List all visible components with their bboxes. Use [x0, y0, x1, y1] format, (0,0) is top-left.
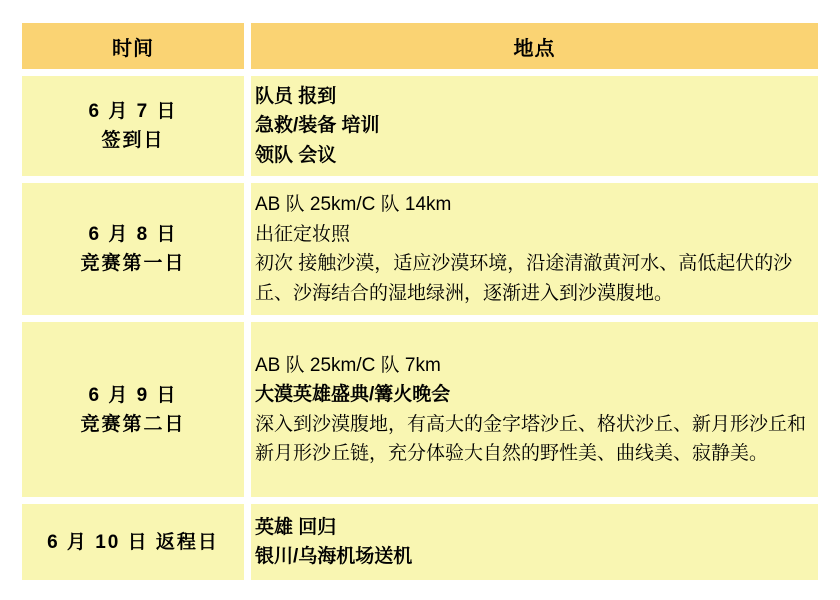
schedule-table — [22, 23, 818, 587]
time-cell — [22, 322, 244, 497]
time-date: 6 月 7 日 — [88, 101, 178, 122]
content-line: 急救/装备 培训 — [255, 115, 380, 137]
column-header-time: 时间 — [22, 23, 244, 69]
place-cell — [251, 183, 818, 315]
content-line: 队员 报到 — [255, 85, 337, 107]
time-cell — [22, 76, 244, 176]
place-cell — [251, 504, 818, 580]
time-label: 竞赛第一日 — [80, 253, 186, 274]
time-date: 6 月 9 日 — [88, 384, 178, 406]
content-line: 英雄 回归 — [255, 516, 337, 538]
time-label: 竞赛第二日 — [80, 413, 186, 435]
place-cell — [251, 76, 818, 176]
time-cell — [22, 183, 244, 315]
column-header-place: 地点 — [251, 23, 818, 69]
table-row — [22, 183, 818, 315]
header-row — [22, 23, 818, 69]
content-line: 大漠英雄盛典/篝火晚会 — [255, 384, 451, 405]
table-row — [22, 322, 818, 497]
content-line: 初次 接触沙漠，适应沙漠环境，沿途清澈黄河水、高低起伏的沙丘、沙海结合的湿地绿洲，逐渐进入到沙漠腹地。 — [255, 253, 793, 304]
time-label: 签到日 — [101, 130, 165, 151]
time-cell — [22, 504, 244, 580]
content-line: AB 队 25km/C 队 14km — [255, 194, 452, 215]
content-line: 出征定妆照 — [255, 223, 351, 245]
content-line: 银川/乌海机场送机 — [255, 546, 413, 567]
table-row — [22, 504, 818, 580]
time-date: 6 月 8 日 — [88, 224, 178, 245]
time-date: 6 月 10 日 返程日 — [47, 531, 219, 553]
content-line: 领队 会议 — [255, 144, 337, 166]
table-row — [22, 76, 818, 176]
place-cell — [251, 322, 818, 497]
content-line: AB 队 25km/C 队 7km — [255, 354, 441, 376]
content-line: 深入到沙漠腹地，有高大的金字塔沙丘、格状沙丘、新月形沙丘和新月形沙丘链，充分体验大自然的野性美、曲线美、寂静美。 — [255, 413, 807, 464]
